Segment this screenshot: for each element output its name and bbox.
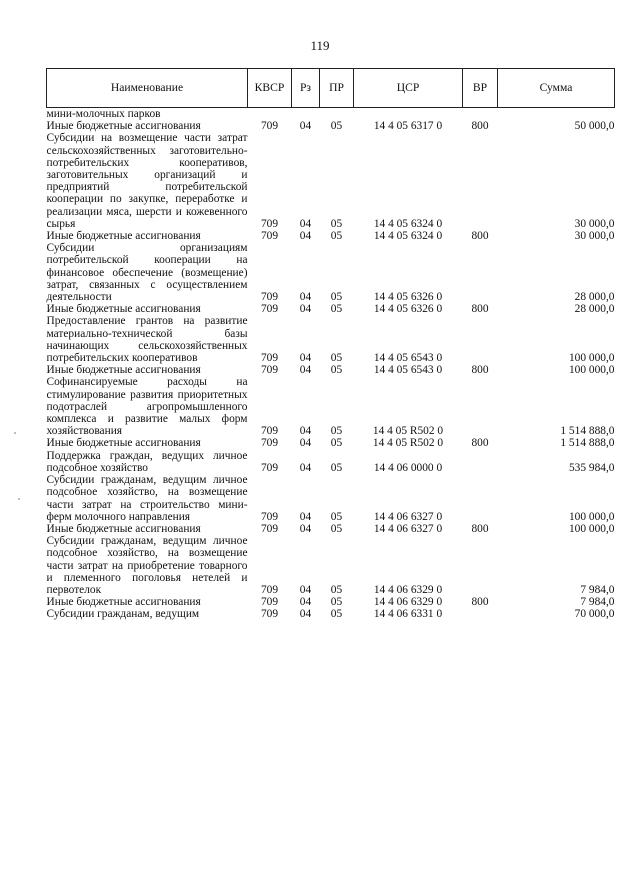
cell-pr: 05 <box>330 425 343 438</box>
cell-name: Иные бюджетные ассигнования <box>46 364 201 377</box>
cell-sum: 535 984,0 <box>568 461 615 474</box>
cell-csr: 14 4 05 6543 0 <box>373 364 443 377</box>
table-row <box>47 450 615 474</box>
cell-sum: 1 514 888,0 <box>560 425 615 438</box>
cell-pr: 05 <box>330 120 343 133</box>
cell-kvsr: 709 <box>260 352 279 365</box>
header-sum: Сумма <box>498 69 615 108</box>
table-row <box>47 364 615 376</box>
cell-rz: 04 <box>299 303 312 316</box>
cell-kvsr: 709 <box>260 437 279 450</box>
cell-sum: 28 000,0 <box>574 291 615 304</box>
cell-name: Предоставление грантов на развитие материально-технической базы начинающих сельскохозяйственных потребительских кооперативов <box>46 315 248 365</box>
cell-vr <box>463 450 498 474</box>
cell-rz: 04 <box>299 291 312 304</box>
table-row <box>47 596 615 608</box>
table-row <box>47 437 615 449</box>
cell-kvsr: 709 <box>260 364 279 377</box>
cell-csr: 14 4 05 6324 0 <box>373 217 443 230</box>
cell-sum <box>498 108 615 121</box>
cell-csr: 14 4 05 6324 0 <box>373 230 443 243</box>
cell-kvsr: 709 <box>260 291 279 304</box>
cell-csr: 14 4 05 R502 0 <box>372 437 444 450</box>
cell-pr: 05 <box>330 230 343 243</box>
scan-speck <box>18 498 20 500</box>
table-row <box>47 242 615 303</box>
cell-csr: 14 4 06 6327 0 <box>373 522 443 535</box>
cell-vr: 800 <box>471 364 489 377</box>
cell-csr: 14 4 05 6543 0 <box>373 352 443 365</box>
table-row <box>47 608 615 620</box>
cell-vr <box>463 132 498 230</box>
cell-sum: 100 000,0 <box>568 364 615 377</box>
cell-pr: 05 <box>330 510 343 523</box>
cell-pr: 05 <box>330 291 343 304</box>
cell-pr: 05 <box>330 364 343 377</box>
budget-table <box>46 68 615 621</box>
cell-sum: 1 514 888,0 <box>560 437 615 450</box>
cell-kvsr: 709 <box>260 583 279 596</box>
cell-kvsr: 709 <box>260 425 279 438</box>
cell-csr: 14 4 05 6317 0 <box>373 120 443 133</box>
cell-kvsr: 709 <box>260 596 279 609</box>
cell-rz: 04 <box>299 583 312 596</box>
table-header-row <box>47 69 615 108</box>
cell-kvsr: 709 <box>260 461 279 474</box>
cell-csr: 14 4 05 6326 0 <box>373 303 443 316</box>
cell-rz: 04 <box>299 425 312 438</box>
header-csr: ЦСР <box>354 69 463 108</box>
cell-sum: 28 000,0 <box>574 303 615 316</box>
cell-kvsr: 709 <box>260 120 279 133</box>
cell-kvsr: 709 <box>260 303 279 316</box>
table-body <box>47 108 615 621</box>
cell-pr: 05 <box>330 522 343 535</box>
table-row <box>47 132 615 230</box>
cell-rz: 04 <box>299 596 312 609</box>
cell-rz: 04 <box>299 352 312 365</box>
cell-pr: 05 <box>330 596 343 609</box>
cell-sum: 30 000,0 <box>574 217 615 230</box>
cell-csr: 14 4 06 6329 0 <box>373 583 443 596</box>
table-row <box>47 535 615 596</box>
cell-vr: 800 <box>471 522 489 535</box>
cell-vr: 800 <box>471 303 489 316</box>
table-row <box>47 474 615 523</box>
scan-speck <box>14 432 16 434</box>
cell-pr: 05 <box>330 352 343 365</box>
cell-sum: 7 984,0 <box>580 583 615 596</box>
cell-kvsr <box>248 108 292 121</box>
cell-rz: 04 <box>299 608 312 621</box>
cell-csr: 14 4 05 6326 0 <box>373 291 443 304</box>
cell-csr: 14 4 06 6331 0 <box>373 608 443 621</box>
cell-csr: 14 4 06 6329 0 <box>373 596 443 609</box>
cell-name: Иные бюджетные ассигнования <box>46 303 201 316</box>
cell-rz: 04 <box>299 437 312 450</box>
page-number: 119 <box>310 38 330 53</box>
cell-rz: 04 <box>299 364 312 377</box>
cell-vr: 800 <box>471 596 489 609</box>
table-row <box>47 523 615 535</box>
cell-csr: 14 4 06 6327 0 <box>373 510 443 523</box>
cell-rz: 04 <box>299 230 312 243</box>
cell-kvsr: 709 <box>260 217 279 230</box>
table-row <box>47 315 615 364</box>
cell-name: Субсидии гражданам, ведущим <box>46 608 200 621</box>
cell-vr <box>463 242 498 303</box>
cell-name: Субсидии гражданам, ведущим личное подсобное хозяйство, на возмещение части затрат на строительство мини-ферм молочного направления <box>46 474 248 523</box>
cell-rz: 04 <box>299 510 312 523</box>
cell-name: Иные бюджетные ассигнования <box>46 437 201 450</box>
table-row <box>47 120 615 132</box>
cell-csr: 14 4 06 0000 0 <box>373 461 443 474</box>
cell-vr <box>463 474 498 523</box>
cell-name: Поддержка граждан, ведущих личное подсобное хозяйство <box>46 449 248 474</box>
header-rz: Рз <box>292 69 320 108</box>
cell-sum: 50 000,0 <box>574 120 615 133</box>
cell-name: Субсидии организациям потребительской кооперации на финансовое обеспечение (возмещение) затрат, связанных с осуществлением деятельности <box>46 242 248 304</box>
cell-rz: 04 <box>299 217 312 230</box>
table-row <box>47 108 615 121</box>
table-row <box>47 303 615 315</box>
cell-rz: 04 <box>299 120 312 133</box>
cell-pr <box>320 108 354 121</box>
cell-name: Софинансируемые расходы на стимулирование развития приоритетных подотраслей агропромышленного комплекса и развитие малых форм хозяйствования <box>46 376 248 438</box>
cell-name: Иные бюджетные ассигнования <box>46 522 201 535</box>
cell-vr <box>463 608 498 620</box>
cell-name: Субсидии гражданам, ведущим личное подсобное хозяйство, на возмещение части затрат на приобретение товарного и племенного поголовья нетелей и первотелок <box>46 535 248 596</box>
cell-vr <box>463 376 498 437</box>
cell-vr: 800 <box>471 120 489 133</box>
cell-pr: 05 <box>330 608 343 621</box>
cell-kvsr: 709 <box>260 522 279 535</box>
header-pr: ПР <box>320 69 354 108</box>
table-row <box>47 230 615 242</box>
cell-pr: 05 <box>330 217 343 230</box>
cell-sum: 30 000,0 <box>574 230 615 243</box>
cell-vr <box>463 535 498 596</box>
table-row <box>47 376 615 437</box>
cell-vr: 800 <box>471 230 489 243</box>
cell-kvsr: 709 <box>260 230 279 243</box>
cell-name: Иные бюджетные ассигнования <box>46 596 201 609</box>
cell-pr: 05 <box>330 437 343 450</box>
cell-name: мини-молочных парков <box>46 108 161 120</box>
cell-sum: 100 000,0 <box>568 510 615 523</box>
cell-csr: 14 4 05 R502 0 <box>372 425 444 438</box>
cell-rz: 04 <box>299 522 312 535</box>
header-kvsr: КВСР <box>248 69 292 108</box>
cell-kvsr: 709 <box>260 510 279 523</box>
header-vr: ВР <box>463 69 498 108</box>
cell-sum: 100 000,0 <box>568 522 615 535</box>
cell-sum: 100 000,0 <box>568 352 615 365</box>
cell-pr: 05 <box>330 583 343 596</box>
cell-kvsr: 709 <box>260 608 279 621</box>
cell-pr: 05 <box>330 461 343 474</box>
cell-name: Субсидии на возмещение части затрат сельскохозяйственных заготовительно-потребительских кооперативов, заготовительных организаций и предприятий потребительской кооперации по закупке, переработке и реализации мяса, шерсти и кожевенного сырья <box>46 132 248 230</box>
cell-sum: 70 000,0 <box>574 608 615 621</box>
cell-csr <box>354 108 463 121</box>
cell-rz: 04 <box>299 461 312 474</box>
header-name: Наименование <box>47 69 248 108</box>
cell-pr: 05 <box>330 303 343 316</box>
cell-vr: 800 <box>471 437 489 450</box>
cell-sum: 7 984,0 <box>580 596 615 609</box>
cell-name: Иные бюджетные ассигнования <box>46 230 201 243</box>
cell-name: Иные бюджетные ассигнования <box>46 120 201 133</box>
cell-rz <box>292 108 320 121</box>
cell-vr <box>463 108 498 121</box>
cell-vr <box>463 315 498 364</box>
